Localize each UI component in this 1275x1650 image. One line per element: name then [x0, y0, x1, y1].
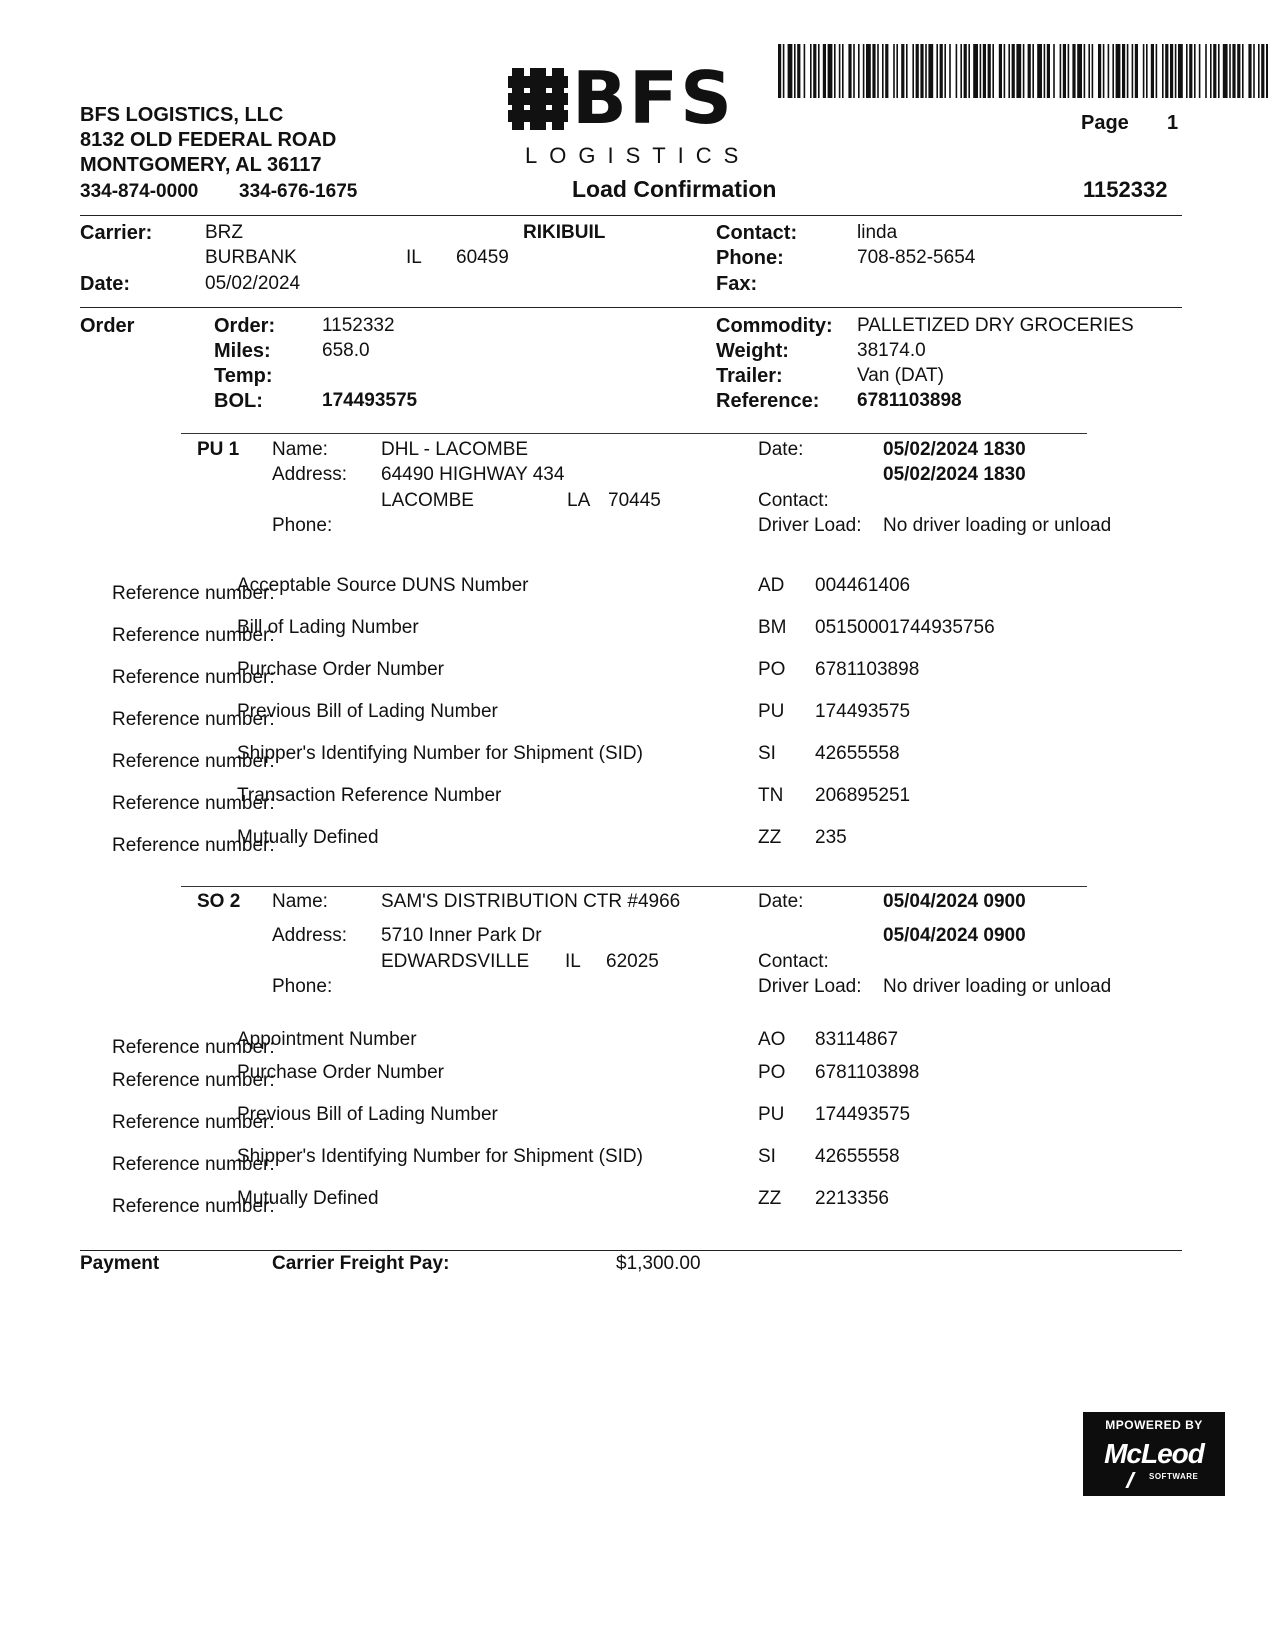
carrier-city: BURBANK	[205, 247, 297, 268]
reference-value: 206895251	[815, 785, 911, 806]
divider-stop-1	[181, 433, 1087, 434]
reference-prefix: Reference number:	[112, 1070, 275, 1091]
bfs-logo-mark-icon	[508, 68, 568, 130]
reference-code: SI	[758, 743, 776, 764]
reference-description: Shipper's Identifying Number for Shipment (SID)	[237, 743, 643, 764]
reference-code: TN	[758, 785, 784, 806]
reference-code: PU	[758, 701, 785, 722]
reference-value: 83114867	[815, 1029, 899, 1050]
stop-1-address: 64490 HIGHWAY 434	[381, 464, 565, 485]
stop-2-name-label: Name:	[272, 891, 328, 912]
carrier-contact-label: Contact:	[716, 222, 798, 244]
stop-2-phone-label: Phone:	[272, 976, 333, 997]
reference-value: 174493575	[815, 1104, 911, 1125]
reference-prefix: Reference number:	[112, 835, 275, 856]
reference-code: SI	[758, 1146, 776, 1167]
stop-1-state: LA	[567, 490, 591, 511]
stop-1-address-label: Address:	[272, 464, 347, 485]
reference-prefix: Reference number:	[112, 1112, 275, 1133]
carrier-date: 05/02/2024	[205, 273, 301, 294]
stop-1-id: PU 1	[197, 439, 240, 460]
reference-prefix: Reference number:	[112, 1037, 275, 1058]
carrier-id: RIKIBUIL	[523, 222, 606, 243]
reference-row	[0, 1190, 1275, 1230]
mcleod-powered-by-text: MPOWERED BY	[1105, 1418, 1203, 1432]
order-trailer: Van (DAT)	[857, 365, 944, 386]
order-weight-label: Weight:	[716, 340, 789, 362]
order-commodity-label: Commodity:	[716, 315, 833, 337]
order-section-label: Order	[80, 315, 135, 337]
reference-value: 6781103898	[815, 1062, 920, 1083]
stop-2-address-label: Address:	[272, 925, 347, 946]
reference-value: 235	[815, 827, 847, 848]
stop-2-zip: 62025	[606, 951, 659, 972]
stop-1-driver-load: No driver loading or unload	[883, 515, 1112, 536]
company-phone-2: 334-676-1675	[239, 181, 358, 202]
page-label: Page	[1081, 112, 1129, 134]
reference-value: 004461406	[815, 575, 911, 596]
reference-prefix: Reference number:	[112, 1154, 275, 1175]
reference-row	[0, 1148, 1275, 1188]
reference-description: Appointment Number	[237, 1029, 417, 1050]
stop-2-driver-load-label: Driver Load:	[758, 976, 862, 997]
reference-description: Mutually Defined	[237, 1188, 379, 1209]
reference-row	[0, 1064, 1275, 1104]
document-number: 1152332	[1083, 177, 1168, 202]
reference-description: Previous Bill of Lading Number	[237, 1104, 498, 1125]
order-number: 1152332	[322, 315, 395, 336]
carrier-fax-label: Fax:	[716, 273, 758, 295]
company-name: BFS LOGISTICS, LLC	[80, 104, 284, 126]
order-number-label: Order:	[214, 315, 276, 337]
reference-value: 05150001744935756	[815, 617, 995, 638]
reference-row	[0, 661, 1275, 701]
divider-order	[80, 307, 1182, 308]
bfs-logo-text: BFS	[572, 56, 734, 140]
reference-row	[0, 787, 1275, 827]
reference-row	[0, 1106, 1275, 1146]
reference-description: Purchase Order Number	[237, 659, 444, 680]
page-number: 1	[1167, 112, 1179, 134]
order-reference: 6781103898	[857, 390, 962, 411]
carrier-label: Carrier:	[80, 222, 153, 244]
mcleod-slash-icon	[1125, 1472, 1135, 1488]
reference-prefix: Reference number:	[112, 793, 275, 814]
reference-value: 42655558	[815, 743, 900, 764]
bfs-logo-subtext: LOGISTICS	[525, 143, 751, 168]
order-trailer-label: Trailer:	[716, 365, 783, 387]
reference-code: PO	[758, 1062, 786, 1083]
order-bol-label: BOL:	[214, 390, 263, 412]
reference-value: 6781103898	[815, 659, 920, 680]
company-phone-1: 334-874-0000	[80, 181, 199, 202]
barcode	[778, 44, 1268, 98]
order-commodity: PALLETIZED DRY GROCERIES	[857, 315, 1134, 336]
reference-description: Acceptable Source DUNS Number	[237, 575, 529, 596]
stop-2-state: IL	[565, 951, 581, 972]
reference-row	[0, 829, 1275, 869]
stop-1-name: DHL - LACOMBE	[381, 439, 529, 460]
stop-1-phone-label: Phone:	[272, 515, 333, 536]
reference-prefix: Reference number:	[112, 709, 275, 730]
reference-row	[0, 745, 1275, 785]
carrier-phone-label: Phone:	[716, 247, 784, 269]
stop-2-name: SAM'S DISTRIBUTION CTR #4966	[381, 891, 681, 912]
stop-2-date-label: Date:	[758, 891, 804, 912]
order-miles: 658.0	[322, 340, 370, 361]
divider-payment	[80, 1250, 1182, 1251]
carrier-date-label: Date:	[80, 273, 131, 295]
reference-code: ZZ	[758, 827, 782, 848]
carrier-state: IL	[406, 247, 422, 268]
order-miles-label: Miles:	[214, 340, 271, 362]
reference-description: Transaction Reference Number	[237, 785, 502, 806]
reference-code: PU	[758, 1104, 785, 1125]
stop-1-city: LACOMBE	[381, 490, 474, 511]
carrier-contact: linda	[857, 222, 898, 243]
stop-2-contact-label: Contact:	[758, 951, 829, 972]
reference-code: PO	[758, 659, 786, 680]
reference-description: Shipper's Identifying Number for Shipment (SID)	[237, 1146, 643, 1167]
company-address-line1: 8132 OLD FEDERAL ROAD	[80, 129, 337, 151]
mcleod-software-text: SOFTWARE	[1149, 1472, 1199, 1481]
stop-1-driver-load-label: Driver Load:	[758, 515, 862, 536]
reference-description: Mutually Defined	[237, 827, 379, 848]
carrier-zip: 60459	[456, 247, 509, 268]
reference-code: AD	[758, 575, 785, 596]
stop-2-address: 5710 Inner Park Dr	[381, 925, 542, 946]
order-temp-label: Temp:	[214, 365, 273, 387]
reference-row	[0, 703, 1275, 743]
document-title: Load Confirmation	[572, 176, 777, 202]
reference-value: 42655558	[815, 1146, 900, 1167]
stop-2-driver-load: No driver loading or unload	[883, 976, 1112, 997]
carrier-code: BRZ	[205, 222, 243, 243]
reference-code: ZZ	[758, 1188, 782, 1209]
mcleod-brand-text: McLeod	[1104, 1438, 1204, 1469]
divider-stop-2	[181, 886, 1087, 887]
stop-2-date-2: 05/04/2024 0900	[883, 925, 1026, 946]
reference-row	[0, 577, 1275, 617]
order-reference-label: Reference:	[716, 390, 820, 412]
stop-2-id: SO 2	[197, 891, 241, 912]
reference-description: Bill of Lading Number	[237, 617, 419, 638]
reference-code: BM	[758, 617, 787, 638]
carrier-phone: 708-852-5654	[857, 247, 976, 268]
stop-2-city: EDWARDSVILLE	[381, 951, 530, 972]
mcleod-powered-by-badge	[1083, 1412, 1225, 1496]
reference-row	[0, 619, 1275, 659]
stop-1-contact-label: Contact:	[758, 490, 829, 511]
reference-prefix: Reference number:	[112, 1196, 275, 1217]
reference-prefix: Reference number:	[112, 751, 275, 772]
stop-1-date-2: 05/02/2024 1830	[883, 464, 1026, 485]
stop-1-name-label: Name:	[272, 439, 328, 460]
order-bol: 174493575	[322, 390, 418, 411]
reference-value: 174493575	[815, 701, 911, 722]
stop-1-date-label: Date:	[758, 439, 804, 460]
stop-1-date-1: 05/02/2024 1830	[883, 439, 1026, 460]
reference-value: 2213356	[815, 1188, 889, 1209]
payment-section-label: Payment	[80, 1253, 160, 1274]
reference-description: Purchase Order Number	[237, 1062, 444, 1083]
stop-2-date-1: 05/04/2024 0900	[883, 891, 1026, 912]
reference-prefix: Reference number:	[112, 583, 275, 604]
reference-code: AO	[758, 1029, 786, 1050]
reference-prefix: Reference number:	[112, 667, 275, 688]
reference-description: Previous Bill of Lading Number	[237, 701, 498, 722]
carrier-freight-pay-amount: $1,300.00	[616, 1253, 701, 1274]
stop-1-zip: 70445	[608, 490, 661, 511]
divider-top	[80, 215, 1182, 216]
order-weight: 38174.0	[857, 340, 926, 361]
carrier-freight-pay-label: Carrier Freight Pay:	[272, 1253, 450, 1274]
company-address-line2: MONTGOMERY, AL 36117	[80, 154, 322, 176]
reference-prefix: Reference number:	[112, 625, 275, 646]
